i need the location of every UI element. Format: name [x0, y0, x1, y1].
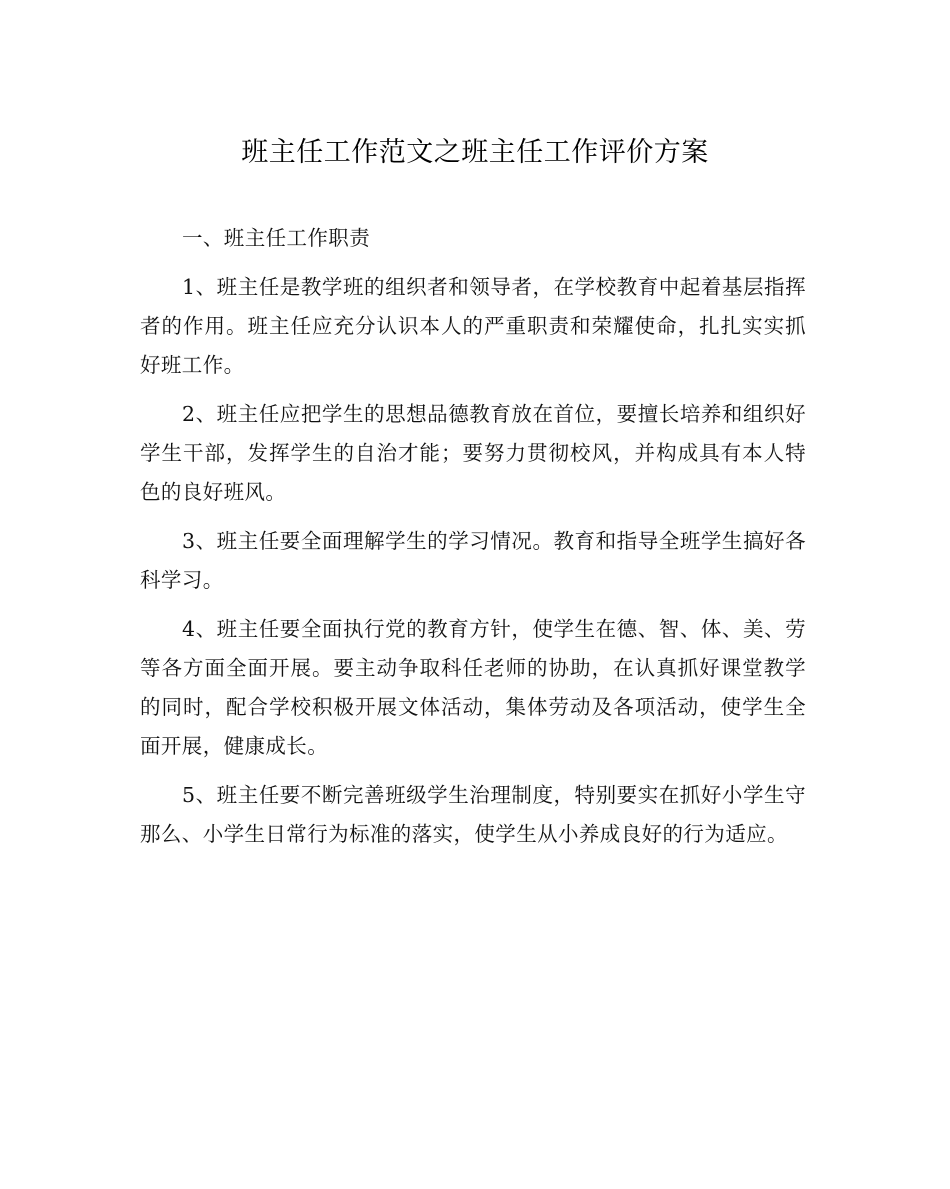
- page-title: 班主任工作范文之班主任工作评价方案: [241, 137, 709, 168]
- paragraph-3: 3、班主任要全面理解学生的学习情况。教育和指导全班学生搞好各科学习。: [140, 529, 806, 592]
- paragraph-1: 1、班主任是教学班的组织者和领导者，在学校教育中起着基层指挥者的作用。班主任应充分认识本人的严重职责和荣耀使命，扎扎实实抓好班工作。: [140, 275, 806, 377]
- section-heading: 一、班主任工作职责: [182, 226, 371, 250]
- paragraph-2: 2、班主任应把学生的思想品德教育放在首位，要擅长培养和组织好学生干部，发挥学生的自治才能；要努力贯彻校风，并构成具有本人特色的良好班风。: [140, 402, 806, 504]
- document-body: [140, 219, 806, 864]
- paragraph-5: 5、班主任要不断完善班级学生治理制度，特别要实在抓好小学生守那么、小学生日常行为标准的落实，使学生从小养成良好的行为适应。: [140, 783, 806, 846]
- paragraph-4: 4、班主任要全面执行党的教育方针，使学生在德、智、体、美、劳等各方面全面开展。要主动争取科任老师的协助，在认真抓好课堂教学的同时，配合学校积极开展文体活动，集体劳动及各项活动，使学生全面开展，健康成长。: [140, 617, 806, 758]
